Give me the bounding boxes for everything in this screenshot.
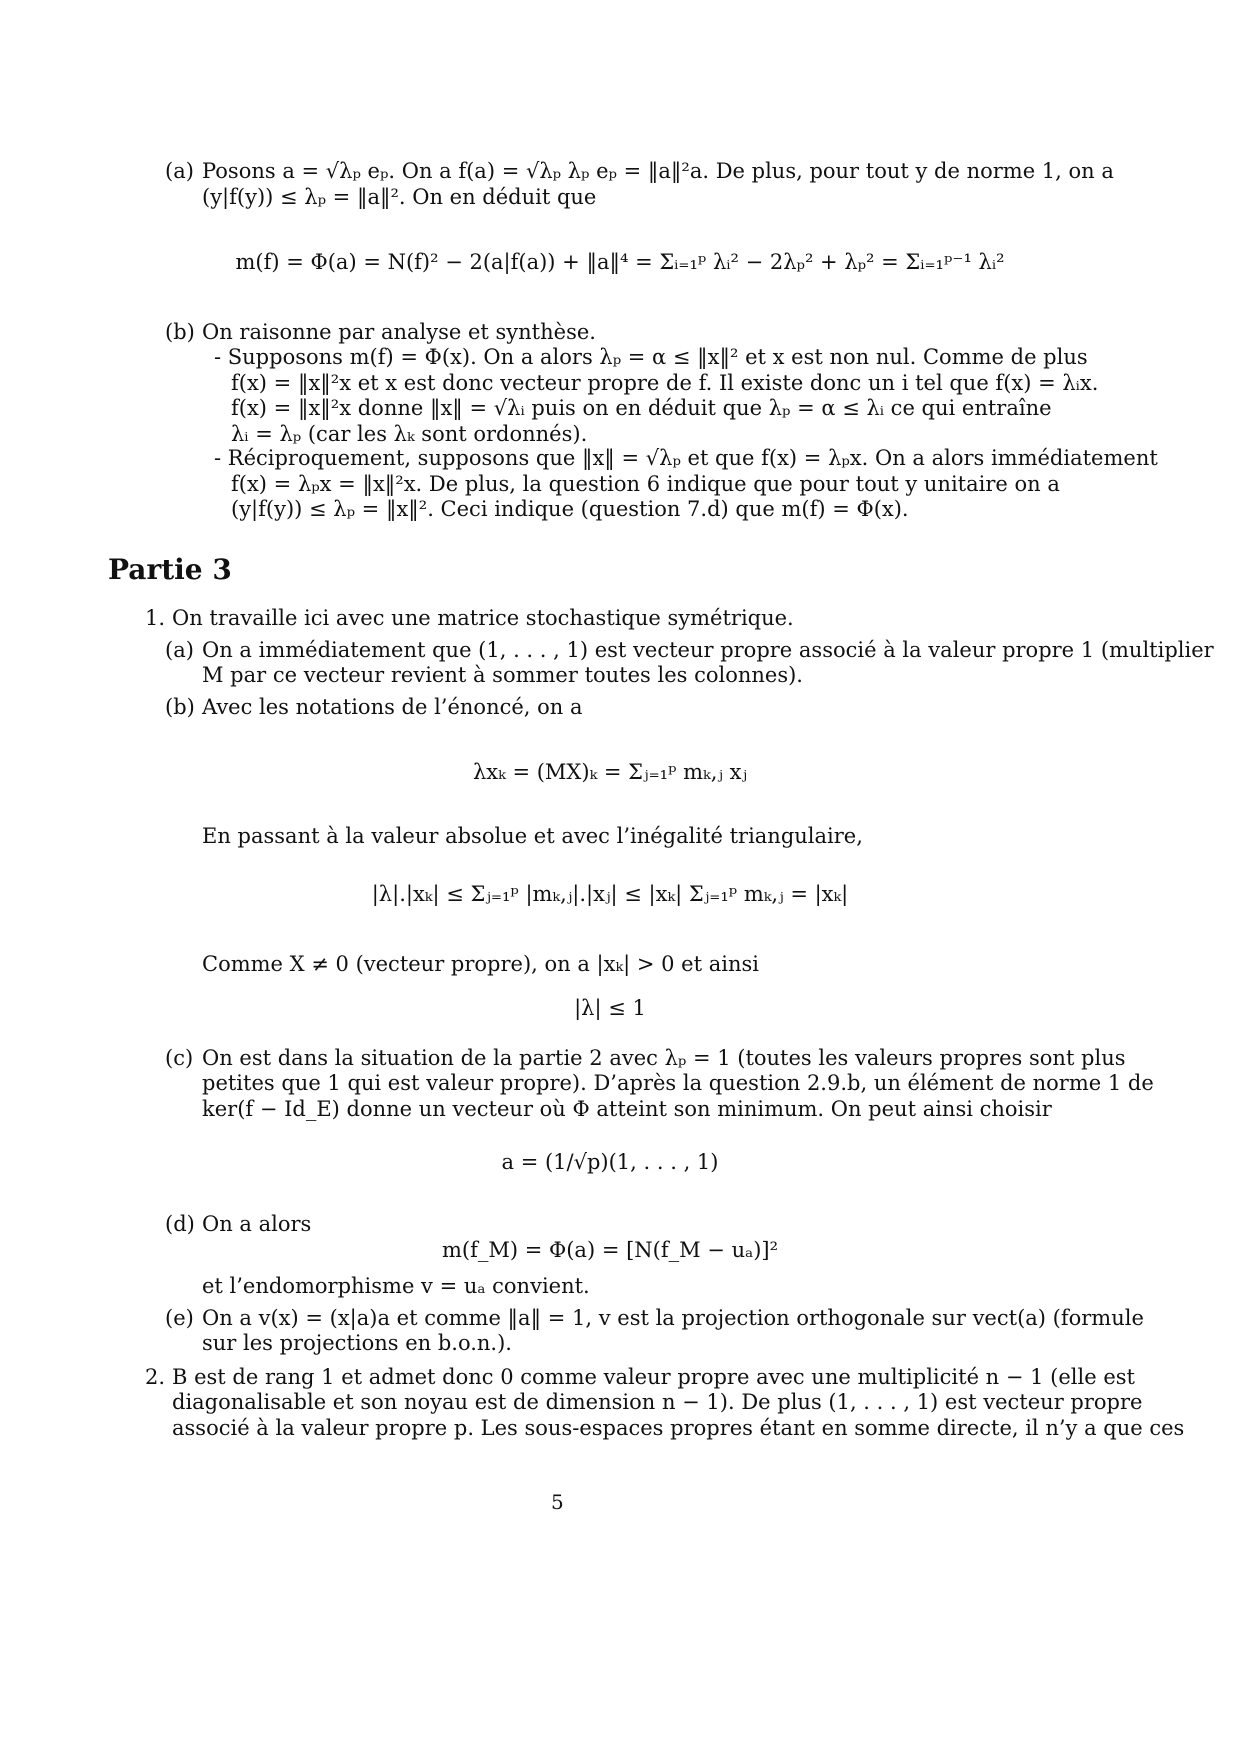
- display-equation: |λ|.|xₖ| ≤ Σⱼ₌₁ᵖ |mₖ,ⱼ|.|xⱼ| ≤ |xₖ| Σⱼ₌₁ᵖ mₖ,ⱼ = |xₖ|: [371, 882, 849, 906]
- paragraph-line: sur les projections en b.o.n.).: [202, 1331, 512, 1355]
- bullet-line: - Supposons m(f) = Φ(x). On a alors λₚ = α ≤ ‖x‖² et x est non nul. Comme de plus: [214, 345, 1088, 369]
- bullet-line: λᵢ = λₚ (car les λₖ sont ordonnés).: [231, 422, 588, 446]
- display-equation: |λ| ≤ 1: [574, 996, 646, 1020]
- paragraph-line: On a immédiatement que (1, . . . , 1) est vecteur propre associé à la valeur propre 1 (multiplier: [202, 638, 1214, 662]
- item-label: (a): [165, 638, 194, 662]
- paragraph-line: ker(f − Id_E) donne un vecteur où Φ atteint son minimum. On peut ainsi choisir: [202, 1097, 1052, 1121]
- display-equation: m(f_M) = Φ(a) = [N(f_M − uₐ)]²: [442, 1238, 778, 1262]
- section-heading: Partie 3: [108, 553, 232, 586]
- item-label: (c): [165, 1046, 194, 1070]
- paragraph-line: associé à la valeur propre p. Les sous-espaces propres étant en somme directe, il n’y a que ces: [172, 1416, 1185, 1440]
- question-number: 2.: [145, 1365, 166, 1389]
- item-label: (d): [165, 1212, 195, 1236]
- paragraph-line: On raisonne par analyse et synthèse.: [202, 320, 596, 344]
- paragraph-line: (y|f(y)) ≤ λₚ = ‖a‖². On en déduit que: [202, 185, 597, 209]
- paragraph-line: On travaille ici avec une matrice stochastique symétrique.: [172, 606, 794, 630]
- bullet-line: f(x) = λₚx = ‖x‖²x. De plus, la question 6 indique que pour tout y unitaire on a: [231, 472, 1060, 496]
- display-equation: a = (1/√p)(1, . . . , 1): [501, 1150, 719, 1174]
- paragraph-line: M par ce vecteur revient à sommer toutes les colonnes).: [202, 663, 803, 687]
- paragraph-line: On a alors: [202, 1212, 312, 1236]
- paragraph-line: et l’endomorphisme v = uₐ convient.: [202, 1274, 590, 1298]
- paragraph-line: On est dans la situation de la partie 2 avec λₚ = 1 (toutes les valeurs propres sont plus: [202, 1046, 1126, 1070]
- paragraph-line: Posons a = √λₚ eₚ. On a f(a) = √λₚ λₚ eₚ = ‖a‖²a. De plus, pour tout y de norme 1, on a: [202, 159, 1114, 183]
- page-number: 5: [551, 1490, 564, 1514]
- bullet-line: (y|f(y)) ≤ λₚ = ‖x‖². Ceci indique (question 7.d) que m(f) = Φ(x).: [231, 497, 909, 521]
- display-equation: m(f) = Φ(a) = N(f)² − 2(a|f(a)) + ‖a‖⁴ = Σᵢ₌₁ᵖ λᵢ² − 2λₚ² + λₚ² = Σᵢ₌₁ᵖ⁻¹ λᵢ²: [235, 250, 1005, 274]
- display-equation: λxₖ = (MX)ₖ = Σⱼ₌₁ᵖ mₖ,ⱼ xⱼ: [472, 760, 748, 784]
- item-label: (b): [165, 695, 195, 719]
- paragraph-line: On a v(x) = (x|a)a et comme ‖a‖ = 1, v est la projection orthogonale sur vect(a) (formule: [202, 1306, 1144, 1330]
- paragraph-line: Comme X ≠ 0 (vecteur propre), on a |xₖ| > 0 et ainsi: [202, 952, 759, 976]
- paragraph-line: Avec les notations de l’énoncé, on a: [202, 695, 583, 719]
- paragraph-line: petites que 1 qui est valeur propre). D’après la question 2.9.b, un élément de norme 1 de: [202, 1071, 1154, 1095]
- paragraph-line: En passant à la valeur absolue et avec l’inégalité triangulaire,: [202, 824, 863, 848]
- item-label: (b): [165, 320, 195, 344]
- bullet-line: f(x) = ‖x‖²x donne ‖x‖ = √λᵢ puis on en déduit que λₚ = α ≤ λᵢ ce qui entraîne: [231, 396, 1052, 420]
- bullet-line: f(x) = ‖x‖²x et x est donc vecteur propre de f. Il existe donc un i tel que f(x) = λᵢx.: [231, 371, 1099, 395]
- bullet-line: - Réciproquement, supposons que ‖x‖ = √λₚ et que f(x) = λₚx. On a alors immédiatement: [214, 446, 1158, 470]
- question-number: 1.: [145, 606, 166, 630]
- paragraph-line: B est de rang 1 et admet donc 0 comme valeur propre avec une multiplicité n − 1 (elle est: [172, 1365, 1135, 1389]
- paragraph-line: diagonalisable et son noyau est de dimension n − 1). De plus (1, . . . , 1) est vecteur propre: [172, 1390, 1143, 1414]
- item-label: (e): [165, 1306, 194, 1330]
- item-label: (a): [165, 159, 194, 183]
